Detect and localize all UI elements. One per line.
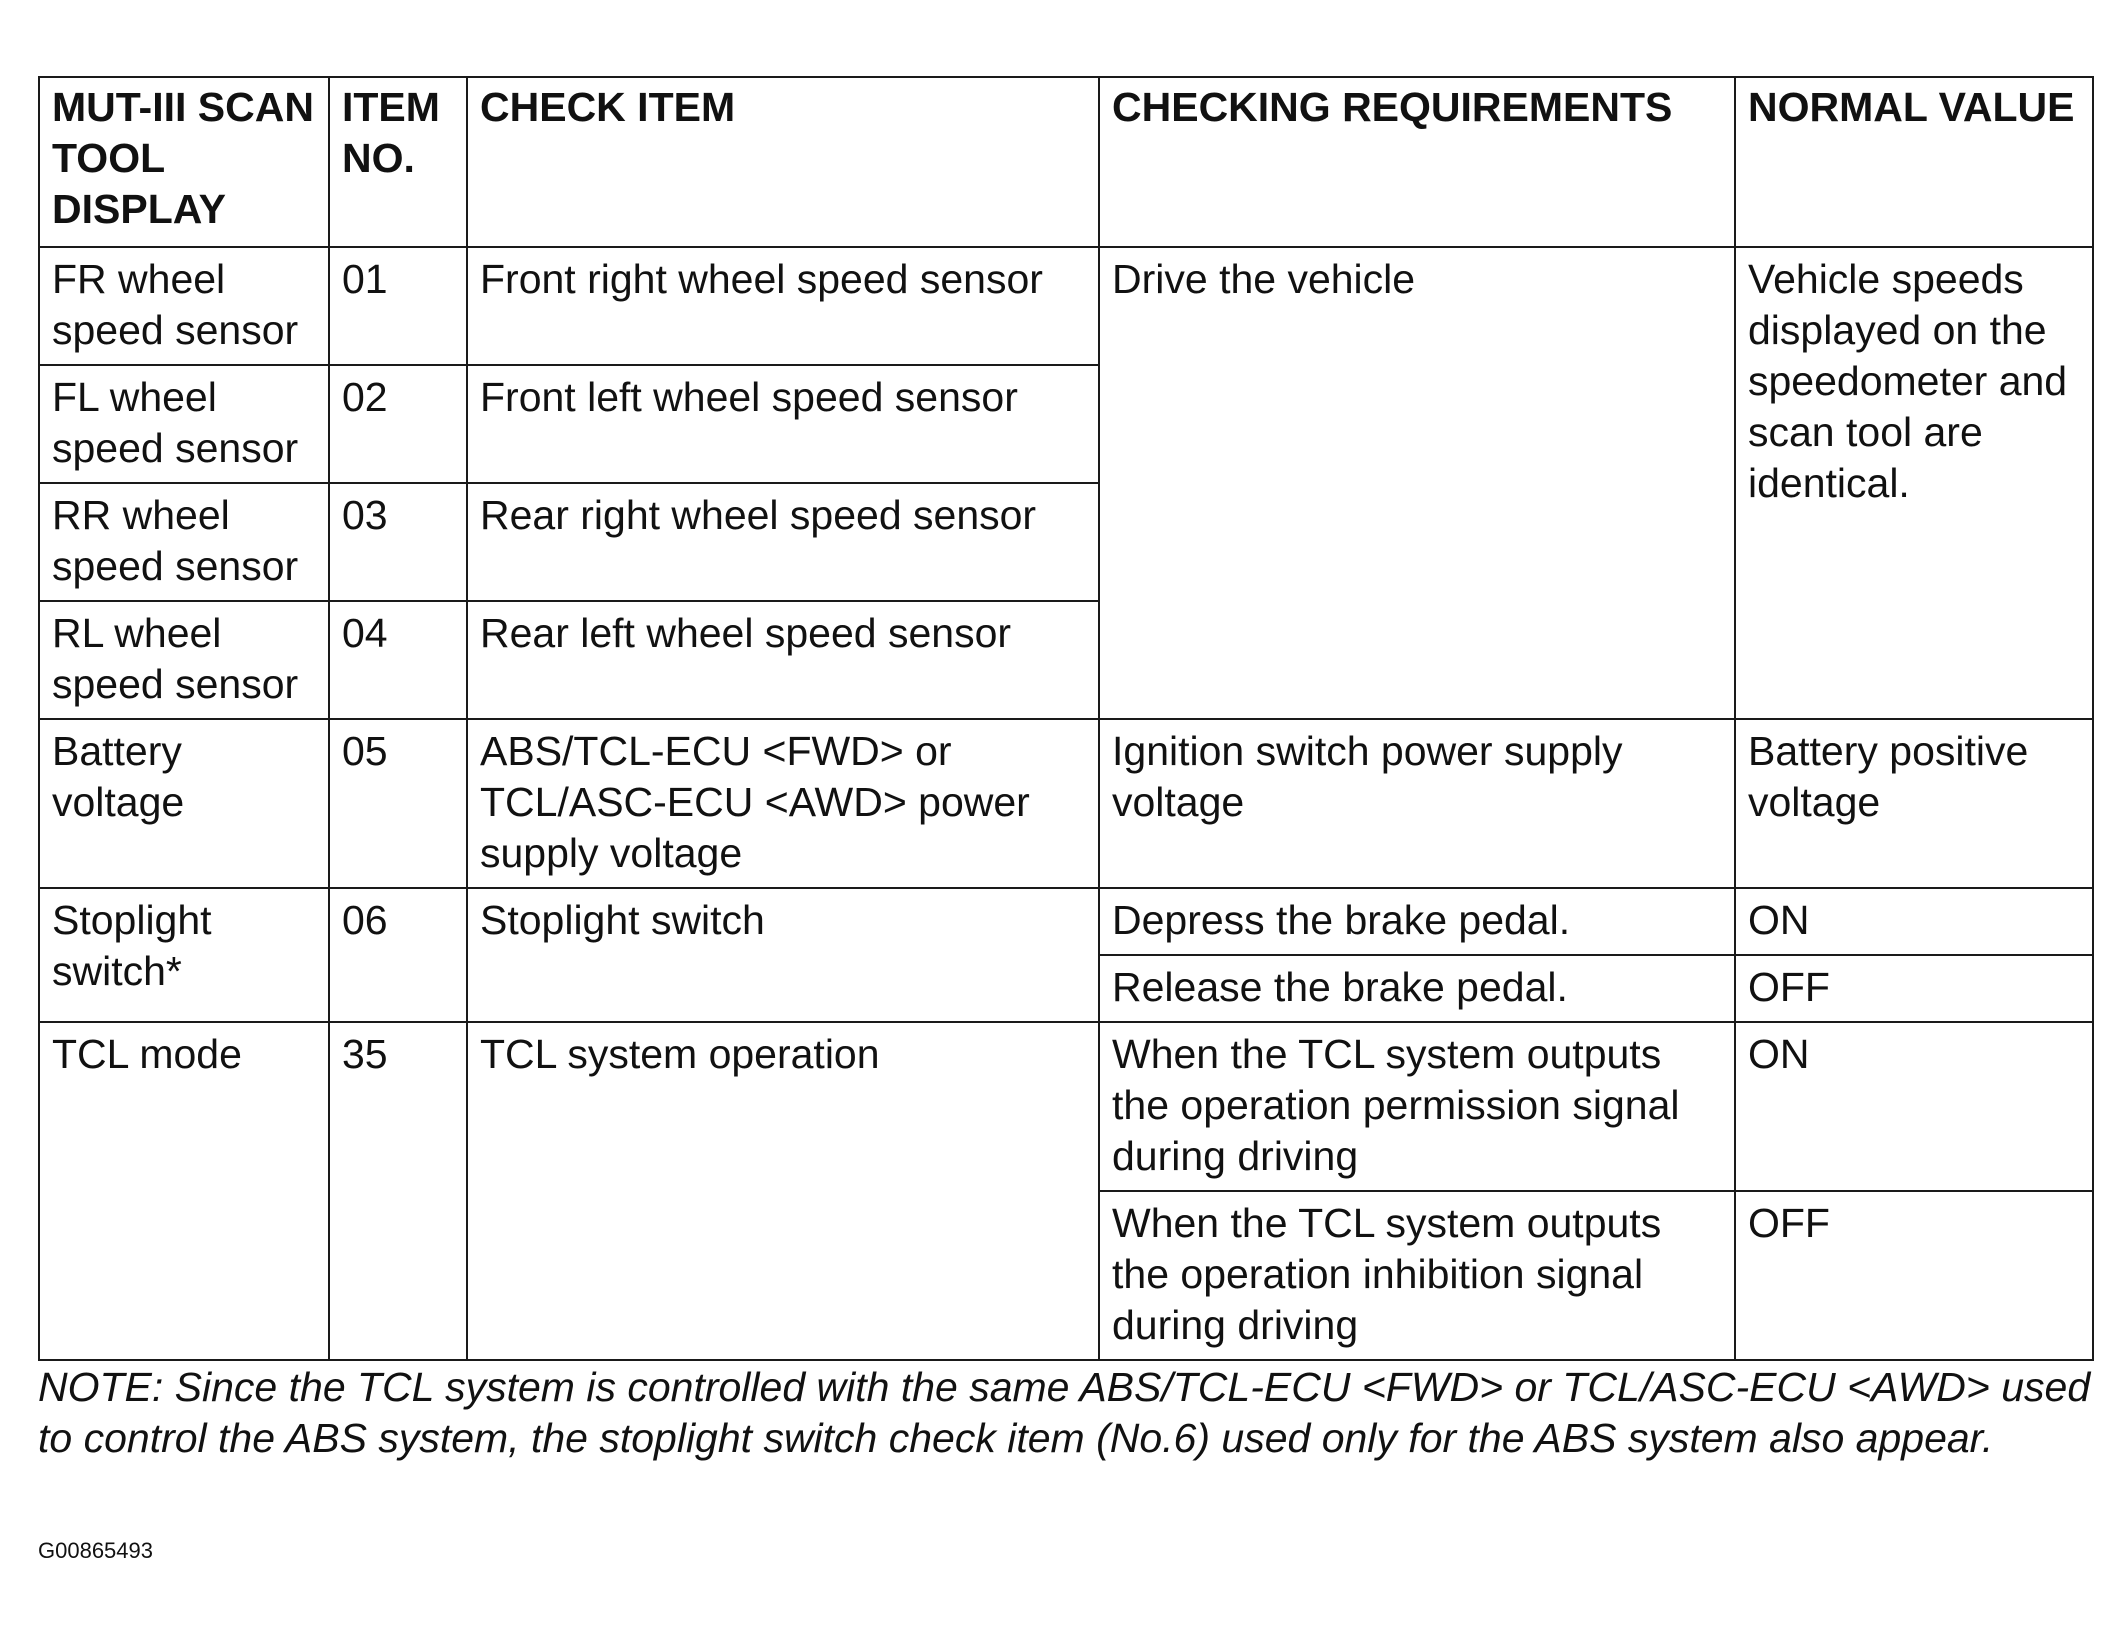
cell-check-item: ABS/TCL-ECU <FWD> or TCL/ASC-ECU <AWD> power supply voltage (467, 719, 1099, 888)
data-list-table (38, 76, 2094, 1361)
figure-id: G00865493 (38, 1538, 153, 1563)
cell-check-item: Rear left wheel speed sensor (467, 601, 1099, 719)
cell-item-no: 03 (329, 483, 467, 601)
cell-check-item: TCL system operation (467, 1022, 1099, 1360)
cell-requirement: Release the brake pedal. (1099, 955, 1735, 1022)
header-normal-value: NORMAL VALUE (1735, 77, 2093, 247)
cell-check-item: Stoplight switch (467, 888, 1099, 1022)
cell-check-item: Front left wheel speed sensor (467, 365, 1099, 483)
cell-requirement-wheel: Drive the vehicle (1099, 247, 1735, 719)
cell-display: FL wheel speed sensor (39, 365, 329, 483)
table-row (39, 247, 2093, 365)
table-row (39, 1022, 2093, 1191)
cell-check-item: Front right wheel speed sensor (467, 247, 1099, 365)
cell-item-no: 04 (329, 601, 467, 719)
cell-display: RR wheel speed sensor (39, 483, 329, 601)
cell-display: TCL mode (39, 1022, 329, 1360)
cell-display: RL wheel speed sensor (39, 601, 329, 719)
cell-normal-value: ON (1735, 1022, 2093, 1191)
cell-display: Battery voltage (39, 719, 329, 888)
header-item-no: ITEM NO. (329, 77, 467, 247)
cell-normal-value-wheel: Vehicle speeds displayed on the speedometer and scan tool are identical. (1735, 247, 2093, 719)
note-text: NOTE: Since the TCL system is controlled with the same ABS/TCL-ECU <FWD> or TCL/ASC-ECU <AWD> used to control the ABS system, the stoplight switch check item (No.6) used only for the ABS system also appear. (38, 1364, 2091, 1461)
cell-requirement: Ignition switch power supply voltage (1099, 719, 1735, 888)
cell-display: Stoplight switch* (39, 888, 329, 1022)
cell-item-no: 02 (329, 365, 467, 483)
header-check-item: CHECK ITEM (467, 77, 1099, 247)
header-checking-requirements: CHECKING REQUIREMENTS (1099, 77, 1735, 247)
table-row (39, 888, 2093, 955)
cell-requirement: When the TCL system outputs the operation permission signal during driving (1099, 1022, 1735, 1191)
cell-item-no: 35 (329, 1022, 467, 1360)
cell-display: FR wheel speed sensor (39, 247, 329, 365)
cell-normal-value: Battery positive voltage (1735, 719, 2093, 888)
cell-item-no: 05 (329, 719, 467, 888)
cell-item-no: 06 (329, 888, 467, 1022)
cell-check-item: Rear right wheel speed sensor (467, 483, 1099, 601)
cell-normal-value: OFF (1735, 955, 2093, 1022)
cell-normal-value: ON (1735, 888, 2093, 955)
table-header-row (39, 77, 2093, 247)
header-scan-tool-display: MUT-III SCAN TOOL DISPLAY (39, 77, 329, 247)
cell-item-no: 01 (329, 247, 467, 365)
cell-requirement: Depress the brake pedal. (1099, 888, 1735, 955)
table-row (39, 719, 2093, 888)
cell-requirement: When the TCL system outputs the operation inhibition signal during driving (1099, 1191, 1735, 1360)
cell-normal-value: OFF (1735, 1191, 2093, 1360)
